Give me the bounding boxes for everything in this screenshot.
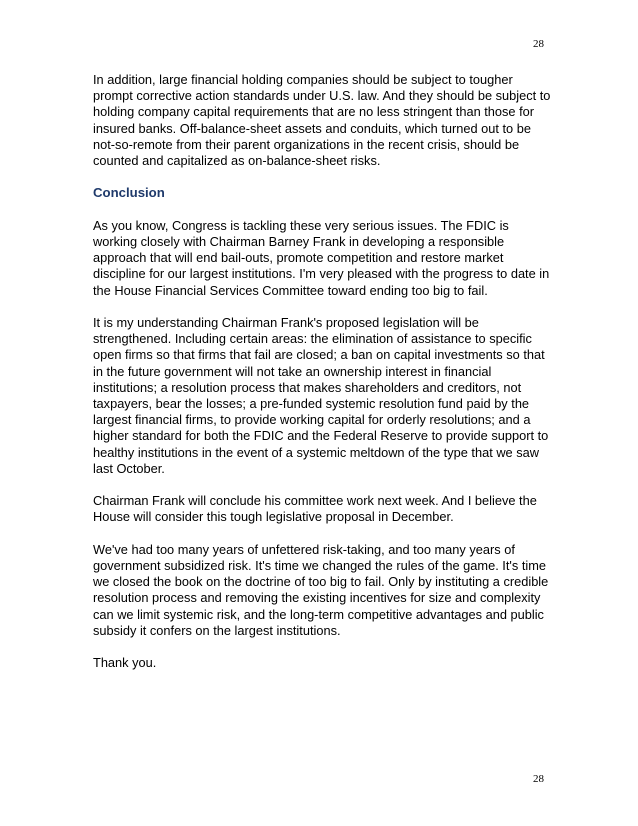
section-heading-conclusion: Conclusion [93, 185, 165, 201]
body-paragraph-4: Chairman Frank will conclude his committee work next week. And I believe the House will consider this tough legislative proposal in December. [93, 493, 537, 525]
document-body [93, 72, 553, 688]
body-paragraph-2: As you know, Congress is tackling these very serious issues. The FDIC is working closely with Chairman Barney Frank in developing a responsible approach that will end bail-outs, promote competition and restore market discipline for our largest institutions. I'm very pleased with the progress to date in the House Financial Services Committee toward ending too big to fail. [93, 217, 550, 298]
body-paragraph-3: It is my understanding Chairman Frank's proposed legislation will be strengthened. Including certain areas: the elimination of assistance to specific open firms so that firms that fail are closed; a ban on capital investments so that in the future government will not take an ownership interest in financial institutions; a resolution process that makes shareholders and creditors, not taxpayers, bear the losses; a pre-funded systemic resolution fund paid by the largest financial firms, to provide working capital for orderly resolutions; and a higher standard for both the FDIC and the Federal Reserve to provide support to healthy institutions in the event of a systemic meltdown of the type that we saw last October. [93, 315, 549, 476]
page-number-top: 28 [533, 38, 544, 50]
body-paragraph-5: We've had too many years of unfettered risk-taking, and too many years of government subsidized risk. It's time we changed the rules of the game. It's time we closed the book on the doctrine of too big to fail. Only by instituting a credible resolution process and removing the existing incentives for size and complexity can we limit systemic risk, and the long-term competitive advantages and public subsidy it confers on the largest institutions. [93, 541, 549, 638]
body-paragraph-1: In addition, large financial holding companies should be subject to tougher prompt corrective action standards under U.S. law. And they should be subject to holding company capital requirements that are no less stringent than those for insured banks. Off-balance-sheet assets and conduits, which turned out to be not-so-remote from their parent organizations in the recent crisis, should be counted and capitalized as on-balance-sheet risks. [93, 72, 551, 169]
body-paragraph-6: Thank you. [93, 655, 157, 671]
page-number-bottom: 28 [533, 773, 544, 785]
